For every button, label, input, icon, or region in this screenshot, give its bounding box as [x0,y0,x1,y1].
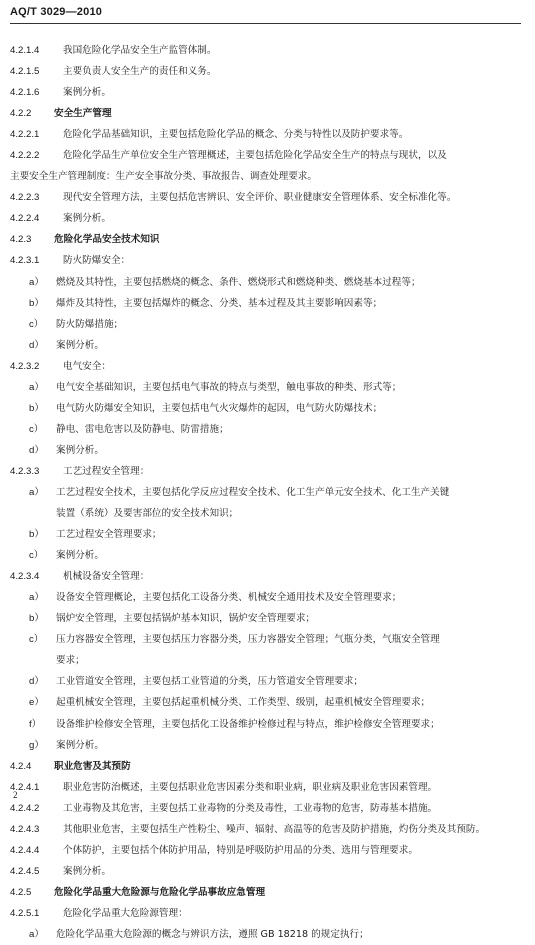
clause-text: 电气安全： [63,360,111,372]
clause-number: 4.2.1.4 [10,45,40,56]
clause-number: 4.2.1.5 [10,66,40,78]
list-item-label: a） [29,486,44,498]
list-item-label: c） [29,318,44,330]
list-item [0,524,535,545]
section-heading [0,882,535,903]
clause-text: 机械设备安全管理： [63,571,150,583]
list-item [0,692,535,713]
clause-number: 4.2.3.4 [10,571,40,583]
list-item-label: b） [29,529,44,541]
section-number: 4.2.4 [10,760,32,772]
clause-line [0,61,535,82]
clause-text: 案例分析。 [63,87,111,99]
list-item-text: 案例分析。 [56,739,104,751]
clause-number: 4.2.3.3 [10,465,40,477]
clause-number: 4.2.4.5 [10,865,40,877]
clause-text: 主要负责人安全生产的责任和义务。 [63,66,217,78]
standard-code-header: AQ/T 3029—2010 [10,6,103,18]
document-body [0,40,535,945]
list-item [0,608,535,629]
list-item [0,545,535,566]
paragraph-text: 主要安全生产管理制度：生产安全事故分类、事故报告、调查处理要求。 [10,171,317,183]
list-item-text: 工艺过程安全技术，主要包括化学反应过程安全技术、化工生产单元安全技术、化工生产关键 [56,486,450,498]
clause-line [0,840,535,861]
list-item [0,419,535,440]
clause-text: 危险化学品生产单位安全生产管理概述，主要包括危险化学品安全生产的特点与现状，以及 [63,150,447,162]
list-item [0,735,535,756]
list-item-text: 锅炉安全管理，主要包括锅炉基本知识，锅炉安全管理要求； [56,613,316,625]
clause-number: 4.2.2.1 [10,129,40,141]
list-item-label: f） [29,718,42,730]
clause-line [0,777,535,798]
clause-number: 4.2.2.4 [10,213,40,225]
clause-text: 工业毒物及其危害，主要包括工业毒物的分类及毒性，工业毒物的危害，防毒基本措施。 [63,802,438,814]
list-item [0,671,535,692]
section-heading [0,756,535,777]
list-item-text: 爆炸及其特性，主要包括爆炸的概念、分类、基本过程及其主要影响因素等； [56,297,383,309]
section-heading [0,103,535,124]
clause-line [0,861,535,882]
clause-line [0,250,535,271]
clause-line [0,903,535,924]
clause-text: 职业危害防治概述，主要包括职业危害因素分类和职业病，职业病及职业危害因素管理。 [63,781,438,793]
list-item-text: 静电、雷电危害以及防静电、防雷措施； [56,423,229,435]
list-item-text: 燃烧及其特性，主要包括燃烧的概念、条件、燃烧形式和燃烧种类、燃烧基本过程等； [56,276,421,288]
clause-text: 危险化学品重大危险源管理： [63,907,188,919]
list-item-label: d） [29,444,44,456]
clause-text: 危险化学品基础知识，主要包括危险化学品的概念、分类与特性以及防护要求等。 [63,129,409,141]
section-title: 危险化学品安全技术知识 [54,234,160,246]
section-title: 危险化学品重大危险源与危险化学品事故应急管理 [54,886,266,898]
clause-text: 个体防护，主要包括个体防护用品，特别是呼吸防护用品的分类、选用与管理要求。 [63,844,418,856]
list-item-label: a） [29,381,44,393]
list-item-text: 工业管道安全管理，主要包括工业管道的分类，压力管道安全管理要求； [56,676,363,688]
list-item-text: 危险化学品重大危险源的概念与辨识方法，遵照 GB 18218 的规定执行； [56,928,369,940]
clause-number: 4.2.4.2 [10,802,40,814]
list-item-label: a） [29,592,44,604]
list-item-label: a） [29,276,44,288]
clause-line [0,208,535,229]
list-item [0,335,535,356]
clause-number: 4.2.3.1 [10,255,40,267]
clause-text: 案例分析。 [63,865,111,877]
clause-text: 案例分析。 [63,213,111,225]
continuation-text: 要求； [56,655,85,667]
list-item-label: d） [29,676,44,688]
clause-text: 防火防爆安全： [63,255,131,267]
list-item [0,440,535,461]
clause-text: 现代安全管理方法，主要包括危害辨识、安全评价、职业健康安全管理体系、安全标准化等。 [63,192,457,204]
list-item-text: 电气安全基础知识，主要包括电气事故的特点与类型，触电事故的种类、形式等； [56,381,402,393]
continuation-text: 装置（系统）及要害部位的安全技术知识； [56,508,239,520]
list-item-text: 起重机械安全管理，主要包括起重机械分类、工作类型、级别，起重机械安全管理要求； [56,697,431,709]
section-number: 4.2.5 [10,886,32,898]
section-title: 职业危害及其预防 [54,760,131,772]
list-item [0,377,535,398]
paragraph-line [0,166,535,187]
list-item-label: a） [29,928,44,940]
list-item-label: c） [29,550,44,562]
list-item-text: 案例分析。 [56,550,104,562]
clause-text: 其他职业危害，主要包括生产性粉尘、噪声、辐射、高温等的危害及防护措施，灼伤分类及其预防。 [63,823,486,835]
clause-line [0,124,535,145]
clause-text: 工艺过程安全管理： [63,465,150,477]
header-rule [10,23,521,24]
clause-line [0,82,535,103]
clause-number: 4.2.1.6 [10,87,40,99]
list-item [0,924,535,945]
list-item-continuation [0,503,535,524]
clause-number: 4.2.2.3 [10,192,40,204]
list-item-label: e） [29,697,44,709]
clause-line [0,819,535,840]
list-item-continuation [0,650,535,671]
section-number: 4.2.3 [10,234,32,246]
list-item [0,482,535,503]
list-item-label: b） [29,402,44,414]
list-item-label: d） [29,339,44,351]
list-item [0,272,535,293]
list-item-text: 案例分析。 [56,339,104,351]
page-number: 2 [13,790,18,800]
clause-number: 4.2.2.2 [10,150,40,162]
list-item [0,293,535,314]
clause-line [0,187,535,208]
list-item-text: 防火防爆措施； [56,318,124,330]
list-item-text: 设备维护检修安全管理，主要包括化工设备维护检修过程与特点，维护检修安全管理要求； [56,718,440,730]
clause-number: 4.2.4.4 [10,844,40,856]
section-title: 安全生产管理 [54,108,112,120]
list-item [0,714,535,735]
clause-line [0,356,535,377]
clause-line [0,40,535,61]
list-item-label: c） [29,634,44,646]
list-item [0,587,535,608]
section-number: 4.2.2 [10,108,32,120]
list-item-label: b） [29,297,44,309]
section-heading [0,229,535,250]
clause-line [0,566,535,587]
list-item-text: 电气防火防爆安全知识，主要包括电气火灾爆炸的起因，电气防火防爆技术； [56,402,383,414]
clause-line [0,461,535,482]
clause-number: 4.2.4.1 [10,781,40,793]
list-item-label: c） [29,423,44,435]
list-item-text: 设备安全管理概论，主要包括化工设备分类、机械安全通用技术及安全管理要求； [56,592,402,604]
list-item-text: 压力容器安全管理，主要包括压力容器分类，压力容器安全管理；气瓶分类，气瓶安全管理 [56,634,440,646]
list-item [0,314,535,335]
clause-number: 4.2.4.3 [10,823,40,835]
list-item [0,398,535,419]
list-item-text: 案例分析。 [56,444,104,456]
list-item-label: g） [29,739,44,751]
clause-number: 4.2.5.1 [10,907,40,919]
clause-line [0,145,535,166]
list-item-text: 工艺过程安全管理要求； [56,529,162,541]
list-item [0,629,535,650]
clause-number: 4.2.3.2 [10,360,40,372]
clause-text: 我国危险化学品安全生产监管体制。 [63,45,217,56]
list-item-label: b） [29,613,44,625]
